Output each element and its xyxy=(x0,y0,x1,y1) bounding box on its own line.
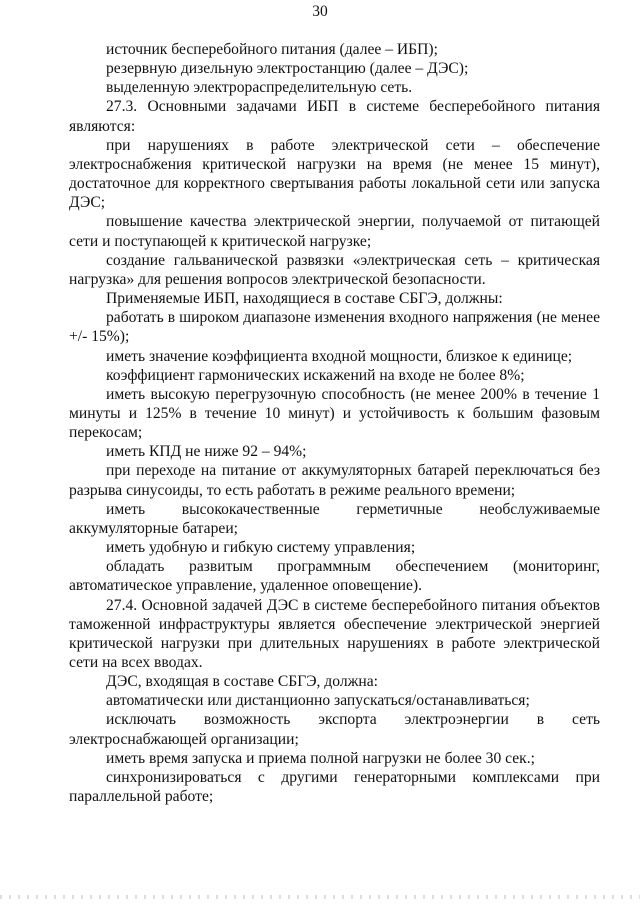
document-body xyxy=(69,40,600,806)
paragraph: работать в широком диапазоне изменения входного напряжения (не менее +/- 15%); xyxy=(69,309,600,346)
scan-artifact-line xyxy=(0,895,640,899)
paragraph: резервную дизельную электростанцию (далее – ДЭС); xyxy=(106,60,469,78)
paragraph: иметь удобную и гибкую систему управления; xyxy=(106,539,416,557)
paragraph: обладать развитым программным обеспечением (мониторинг, автоматическое управление, удаленное оповещение). xyxy=(69,558,600,595)
paragraph: иметь КПД не ниже 92 – 94%; xyxy=(106,443,307,461)
paragraph: исключать возможность экспорта электроэнергии в сеть электроснабжающей организации; xyxy=(69,711,600,748)
paragraph: иметь высокую перегрузочную способность (не менее 200% в течение 1 минуты и 125% в течение 10 минут) и устойчивость к большим фазовым перекосам; xyxy=(69,385,600,442)
paragraph: источник бесперебойного питания (далее – ИБП); xyxy=(106,41,438,58)
paragraph: при нарушениях в работе электрической сети – обеспечение электроснабжения критической нагрузки на время (не менее 15 минут), достаточное для корректного свертывания работы локальной сети или запуска ДЭС; xyxy=(69,136,600,212)
paragraph: при переходе на питание от аккумуляторных батарей переключаться без разрыва синусоиды, то есть работать в режиме реального времени; xyxy=(69,462,600,499)
paragraph: 27.4. Основной задачей ДЭС в системе бесперебойного питания объектов таможенной инфраструктуры является обеспечение электрической энергией критической нагрузки при длительных нарушениях в работе электрической сети на всех вводах. xyxy=(69,596,600,671)
page-number: 30 xyxy=(312,3,328,20)
paragraph: синхронизироваться с другими генераторными комплексами при параллельной работе; xyxy=(69,768,600,806)
paragraph: выделенную электрораспределительную сеть. xyxy=(106,79,413,97)
paragraph: коэффициент гармонических искажений на входе не более 8%; xyxy=(106,366,525,384)
paragraph: 27.3. Основными задачами ИБП в системе бесперебойного питания являются: xyxy=(69,98,600,135)
paragraph: иметь значение коэффициента входной мощности, близкое к единице; xyxy=(106,347,573,365)
paragraph: иметь время запуска и приема полной нагрузки не более 30 сек.; xyxy=(106,749,535,767)
paragraph: автоматически или дистанционно запускаться/останавливаться; xyxy=(106,692,530,710)
paragraph: иметь высококачественные герметичные необслуживаемые аккумуляторные батареи; xyxy=(69,500,600,537)
paragraph: Применяемые ИБП, находящиеся в составе СБГЭ, должны: xyxy=(106,290,503,308)
paragraph: ДЭС, входящая в составе СБГЭ, должна: xyxy=(106,673,378,691)
paragraph: повышение качества электрической энергии, получаемой от питающей сети и поступающей к критической нагрузке; xyxy=(69,213,600,250)
paragraph: создание гальванической развязки «электрическая сеть – критическая нагрузка» для решения вопросов электрической безопасности. xyxy=(69,251,600,288)
